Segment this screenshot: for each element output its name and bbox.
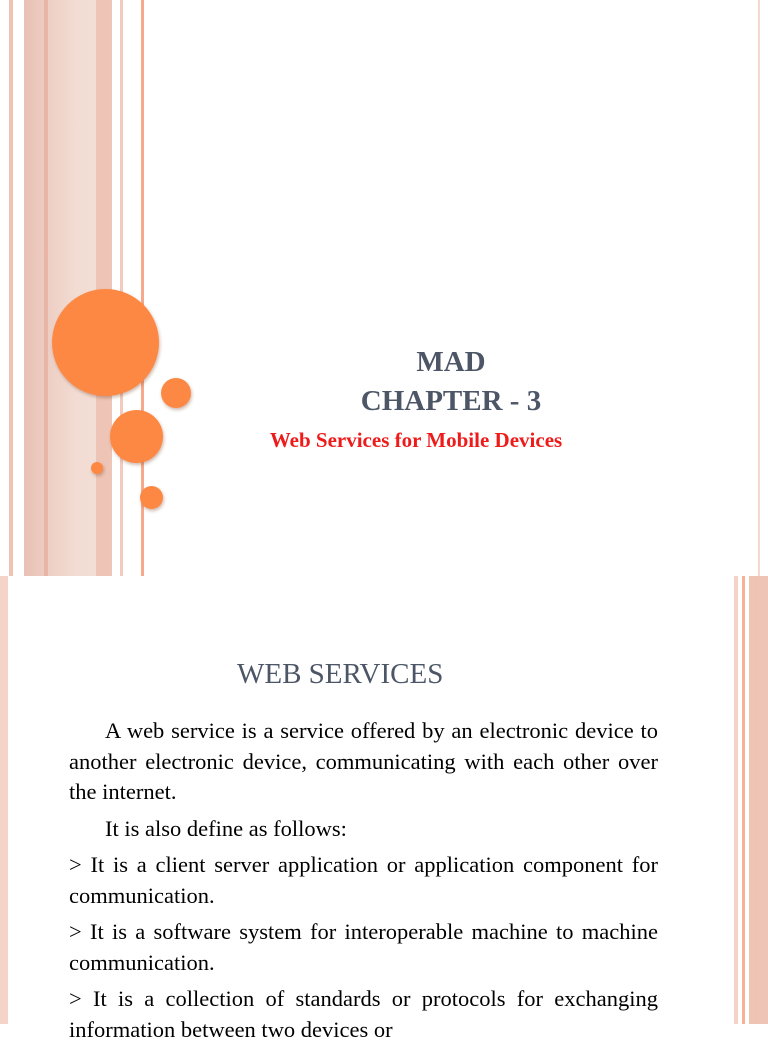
decorative-stripe	[96, 0, 112, 576]
definition-paragraph: A web service is a service offered by an electronic device to another electronic device, communicating with each other over the internet.	[69, 718, 658, 804]
decorative-circle	[52, 289, 159, 396]
decorative-stripe	[742, 576, 745, 1024]
decorative-stripe	[120, 0, 123, 576]
section-heading: WEB SERVICES	[237, 658, 444, 690]
bullet-point: > It is a collection of standards or protocols for exchanging information between two devices or	[69, 986, 658, 1042]
bullet-point: > It is a client server application or application component for communication.	[69, 852, 658, 908]
decorative-stripe	[734, 576, 738, 1024]
decorative-stripe	[0, 576, 8, 1024]
content-slide	[0, 576, 768, 1042]
decorative-circle	[110, 410, 163, 463]
decorative-circle	[161, 378, 191, 408]
intro-paragraph: It is also define as follows:	[105, 815, 347, 841]
decorative-circle	[91, 462, 103, 474]
body-text	[69, 716, 658, 1051]
decorative-stripe	[749, 576, 768, 1024]
slide-title-line-2: CHAPTER - 3	[360, 385, 542, 417]
bullet-point: > It is a software system for interoperable machine to machine communication.	[69, 919, 658, 975]
decorative-stripe	[9, 0, 13, 576]
decorative-circle	[140, 486, 163, 509]
slide-subtitle: Web Services for Mobile Devices	[269, 428, 563, 452]
decorative-stripe	[44, 0, 48, 576]
decorative-stripe	[758, 0, 760, 576]
slide-title-line-1: MAD	[416, 346, 486, 378]
